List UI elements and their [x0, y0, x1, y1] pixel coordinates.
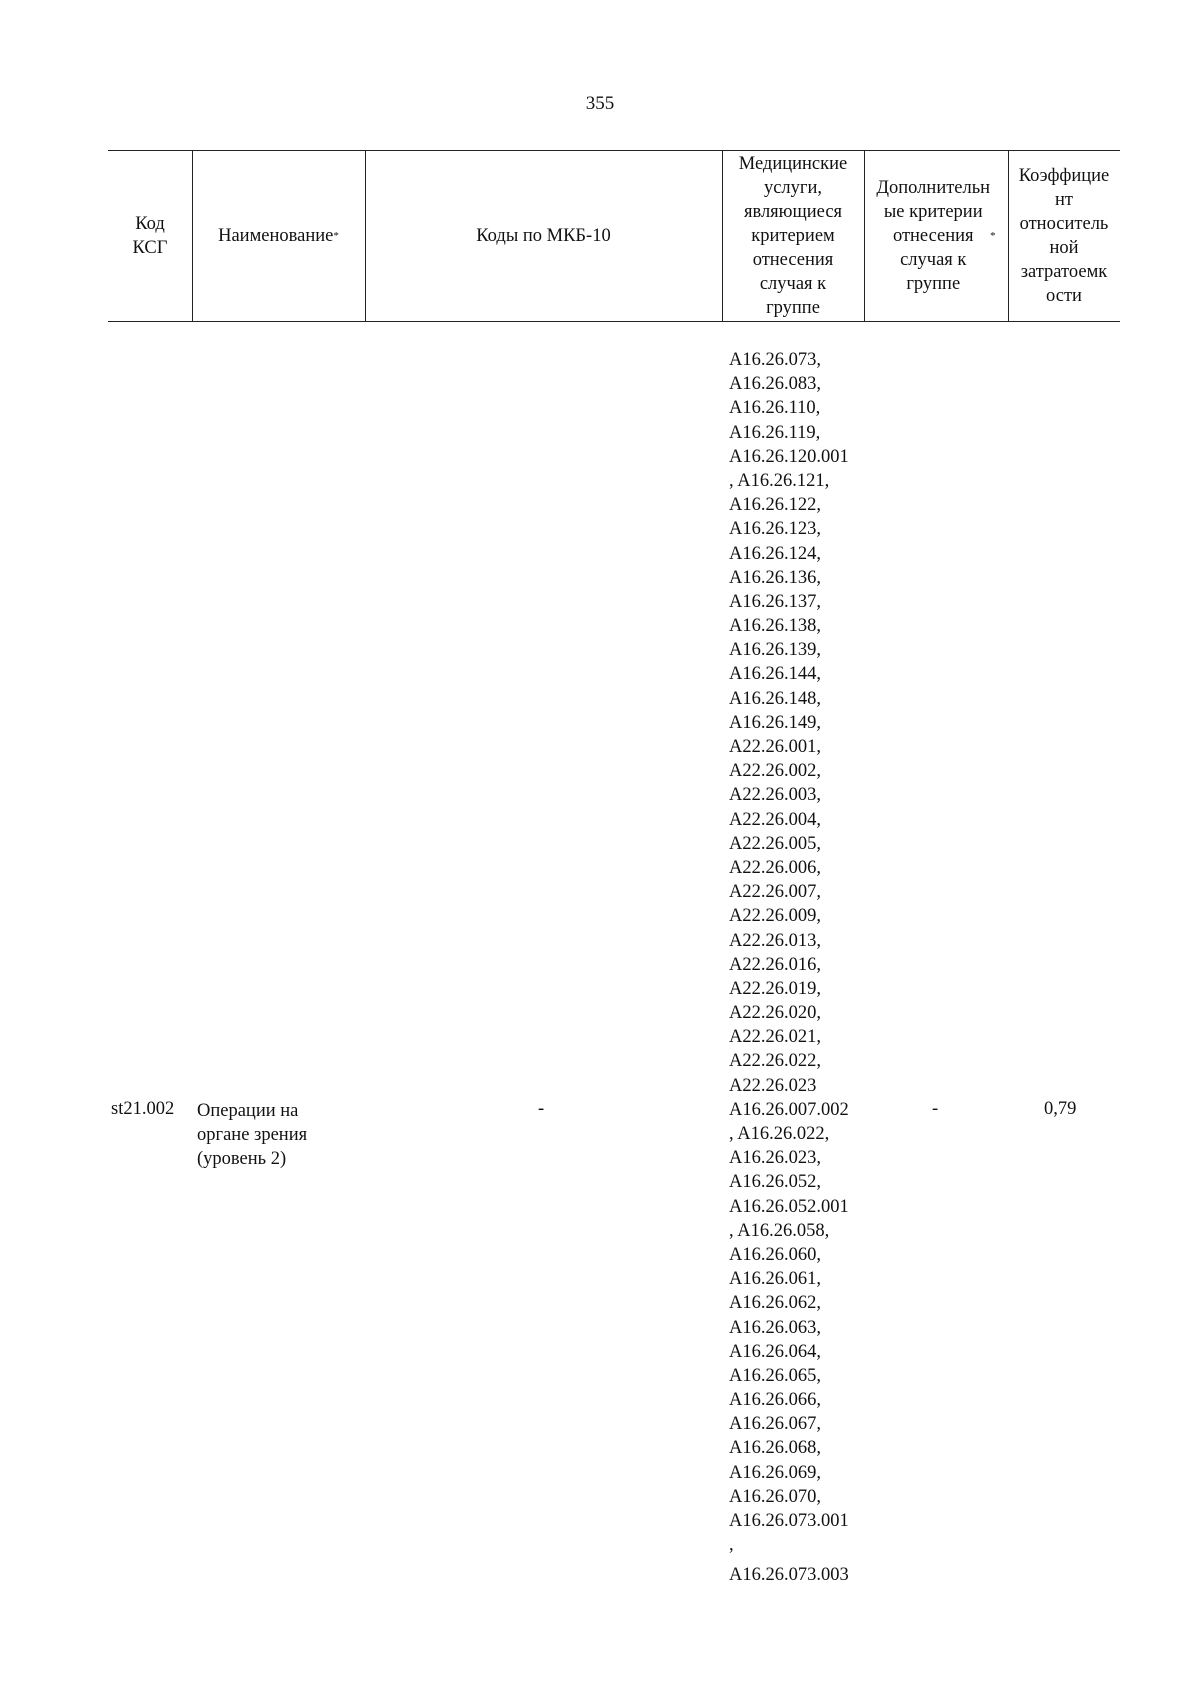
medical-service-code: A22.26.016, [729, 954, 821, 975]
medical-service-code: A22.26.023 [729, 1075, 817, 1096]
medical-service-code: A16.26.144, [729, 664, 821, 685]
medical-service-code: A16.26.070, [729, 1486, 821, 1507]
medical-service-code: A16.26.007.002 [729, 1099, 849, 1120]
medical-service-code: A16.26.066, [729, 1390, 821, 1411]
medical-service-code: A16.26.137, [729, 591, 821, 612]
ksg-name-line: Операции на [197, 1101, 299, 1121]
ksg-name-line: (уровень 2) [197, 1149, 287, 1170]
medical-service-code: A22.26.006, [729, 857, 821, 878]
ksg-code: st21.002 [111, 1099, 175, 1119]
medical-service-code: A16.26.119, [729, 422, 821, 443]
header-name [192, 150, 365, 322]
medical-service-code: A16.26.120.001 [729, 446, 849, 467]
medical-service-code: , [729, 1535, 734, 1556]
header-extra-criteria [864, 150, 1008, 322]
medical-service-code: A16.26.060, [729, 1244, 821, 1265]
medical-service-code: A16.26.052, [729, 1172, 821, 1193]
header-extra-criteria-text: Дополнительн ые критерии отнесения случая к группе [876, 178, 991, 294]
medical-service-code: A16.26.068, [729, 1438, 821, 1459]
medical-service-code: A16.26.062, [729, 1293, 821, 1314]
medical-service-code: A16.26.122, [729, 495, 821, 516]
extra-criteria-value: - [932, 1099, 939, 1119]
medical-service-code: A16.26.139, [729, 640, 821, 661]
medical-service-code: A16.26.073, [729, 350, 821, 370]
page-number: 355 [585, 93, 615, 114]
medical-service-code: A16.26.073.003 [729, 1565, 849, 1586]
medical-service-code: A22.26.020, [729, 1003, 821, 1024]
medical-service-code: A16.26.052.001 [729, 1196, 849, 1217]
medical-service-code: A16.26.023, [729, 1148, 821, 1169]
medical-service-code: , A16.26.058, [729, 1220, 830, 1241]
ksg-name [197, 1099, 347, 1172]
medical-service-code: A16.26.124, [729, 543, 821, 564]
medical-service-code: A16.26.083, [729, 374, 821, 395]
medical-service-code: A22.26.013, [729, 930, 821, 951]
medical-service-code: A16.26.065, [729, 1365, 821, 1386]
medical-service-code: A22.26.022, [729, 1051, 821, 1072]
table-header [108, 150, 1120, 322]
header-cost-coefficient: Коэффицие нт относитель ной затратоемк ости [1018, 166, 1110, 306]
medical-service-code: A16.26.073.001 [729, 1511, 849, 1531]
cost-coefficient-value: 0,79 [1044, 1099, 1077, 1119]
ksg-name-line: органе зрения [197, 1125, 308, 1146]
medical-service-code: A16.26.123, [729, 519, 821, 540]
medical-service-code: A16.26.149, [729, 712, 821, 733]
medical-service-code: A22.26.001, [729, 737, 821, 757]
medical-service-code: A22.26.007, [729, 882, 821, 903]
medical-service-code: A22.26.004, [729, 809, 821, 830]
medical-service-code: A16.26.067, [729, 1414, 821, 1435]
medical-service-code: A16.26.063, [729, 1317, 821, 1338]
header-mkb-codes: Коды по МКБ-10 [476, 226, 611, 246]
medical-service-code: A16.26.136, [729, 567, 821, 588]
medical-service-code: A16.26.069, [729, 1462, 821, 1483]
medical-service-code: A16.26.138, [729, 616, 821, 637]
medical-service-code: A16.26.061, [729, 1269, 821, 1290]
medical-service-code: A16.26.110, [729, 398, 821, 419]
medical-service-code: A22.26.019, [729, 978, 821, 999]
medical-service-code: A16.26.064, [729, 1341, 821, 1362]
medical-service-code: A22.26.005, [729, 833, 821, 854]
medical-services-list [729, 348, 874, 1588]
medical-service-code: A22.26.003, [729, 785, 821, 806]
header-name-text: Наименование [218, 226, 334, 246]
medical-service-code: , A16.26.022, [729, 1124, 830, 1144]
medical-service-code: A22.26.002, [729, 761, 821, 782]
header-ksg-code: Код КСГ [132, 214, 168, 258]
header-medical-services: Медицинские услуги, являющиеся критерием отнесения случая к группе [738, 154, 848, 318]
medical-service-code: , A16.26.121, [729, 470, 830, 491]
medical-service-code: A22.26.009, [729, 906, 821, 927]
medical-service-code: A22.26.021, [729, 1027, 821, 1048]
header-extra-footnote-mark: * [990, 230, 996, 242]
mkb-codes-value: - [538, 1099, 545, 1119]
medical-service-code: A16.26.148, [729, 688, 821, 709]
header-name-footnote-mark: * [333, 230, 339, 242]
